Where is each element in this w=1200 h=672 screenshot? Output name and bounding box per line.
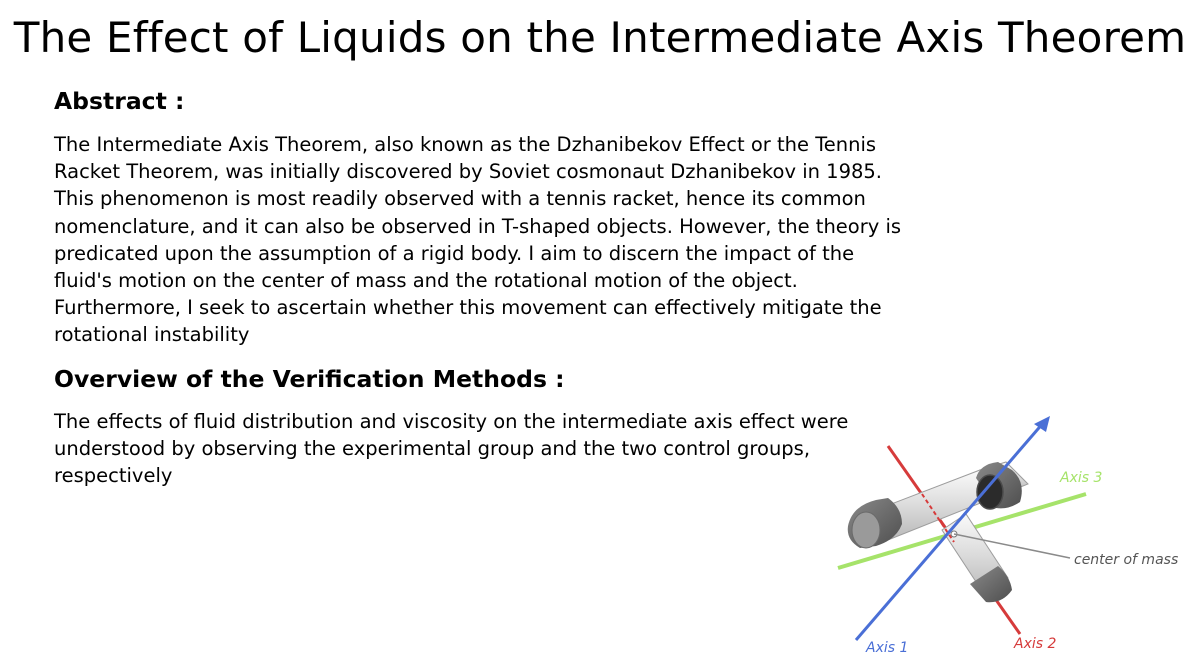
overview-heading: Overview of the Verification Methods :: [54, 365, 565, 393]
overview-line: understood by observing the experimental group and the two control groups,: [54, 437, 811, 461]
abstract-paragraph: [54, 131, 901, 349]
abstract-line: Furthermore, I seek to ascertain whether this movement can effectively mitigate the: [54, 296, 882, 320]
center-of-mass-label: center of mass: [1074, 552, 1179, 568]
abstract-line: nomenclature, and it can also be observed in T-shaped objects. However, the theory is: [54, 214, 902, 238]
slide-title: The Effect of Liquids on the Intermediate Axis Theorem: [13, 13, 1187, 62]
overview-line: respectively: [54, 464, 173, 488]
t-handle-axes-figure: [830, 408, 1200, 668]
abstract-line: The Intermediate Axis Theorem, also known as the Dzhanibekov Effect or the Tennis: [54, 133, 877, 156]
abstract-line: Racket Theorem, was initially discovered by Soviet cosmonaut Dzhanibekov in 1985.: [54, 160, 882, 184]
overview-paragraph: [54, 408, 848, 490]
axis-2-label: Axis 2: [1014, 636, 1057, 652]
abstract-heading: Abstract :: [54, 87, 185, 115]
abstract-line: fluid's motion on the center of mass and the rotational motion of the object.: [54, 269, 798, 293]
axis-3-label: Axis 3: [1060, 470, 1103, 486]
abstract-line: This phenomenon is most readily observed with a tennis racket, hence its common: [54, 187, 866, 211]
abstract-line: rotational instability: [54, 323, 250, 347]
abstract-line: predicated upon the assumption of a rigid body. I aim to discern the impact of the: [54, 241, 855, 265]
t-handle-object: [848, 462, 1028, 602]
overview-line: The effects of fluid distribution and viscosity on the intermediate axis effect were: [54, 410, 849, 433]
axis-1-label: Axis 1: [866, 640, 909, 656]
